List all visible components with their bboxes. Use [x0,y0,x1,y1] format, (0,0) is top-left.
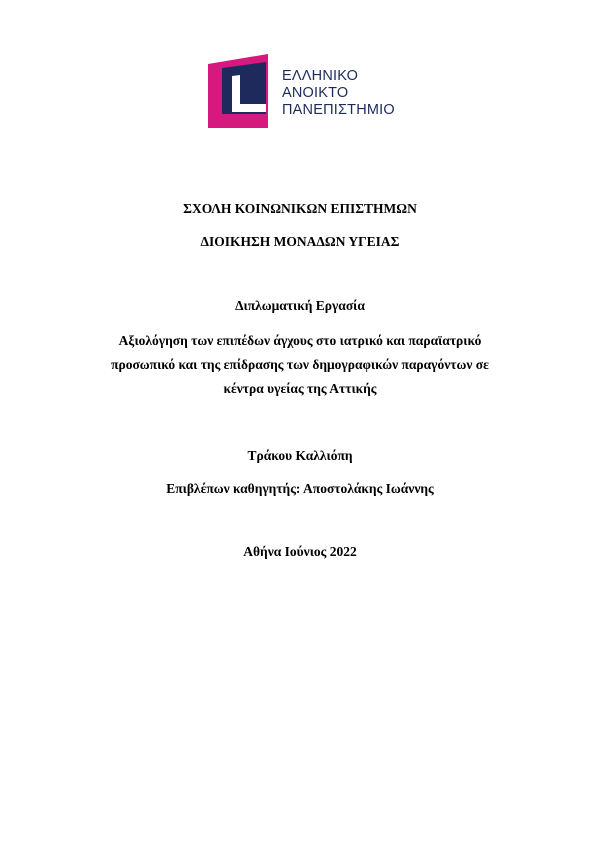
program-name: ΔΙΟΙΚΗΣΗ ΜΟΝΑΔΩΝ ΥΓΕΙΑΣ [200,234,400,249]
logo-line-1: ΕΛΛΗΝΙΚΟ [282,68,359,84]
logo-line-2: ΑΝΟΙΚΤΟ [282,85,349,101]
university-logo [208,54,398,128]
school-name: ΣΧΟΛΗ ΚΟΙΝΩΝΙΚΩΝ ΕΠΙΣΤΗΜΩΝ [183,201,417,216]
university-logo-mark-icon [208,54,276,128]
logo-line-3: ΠΑΝΕΠΙΣΤΗΜΙΟ [282,102,395,118]
thesis-type: Διπλωματική Εργασία [235,298,365,313]
supervisor: Επιβλέπων καθηγητής: Αποστολάκης Ιωάννης [166,481,434,496]
thesis-title: Αξιολόγηση των επιπέδων άγχους στο ιατρικό και παραϊατρικό προσωπικό και της επίδρασης των δημογραφικών παραγόντων σε κέντρα υγείας της Αττικής [111,333,489,396]
author-name: Τράκου Καλλιόπη [247,448,353,463]
university-logo-text [282,68,395,119]
place-date: Αθήνα Ιούνιος 2022 [243,544,357,559]
